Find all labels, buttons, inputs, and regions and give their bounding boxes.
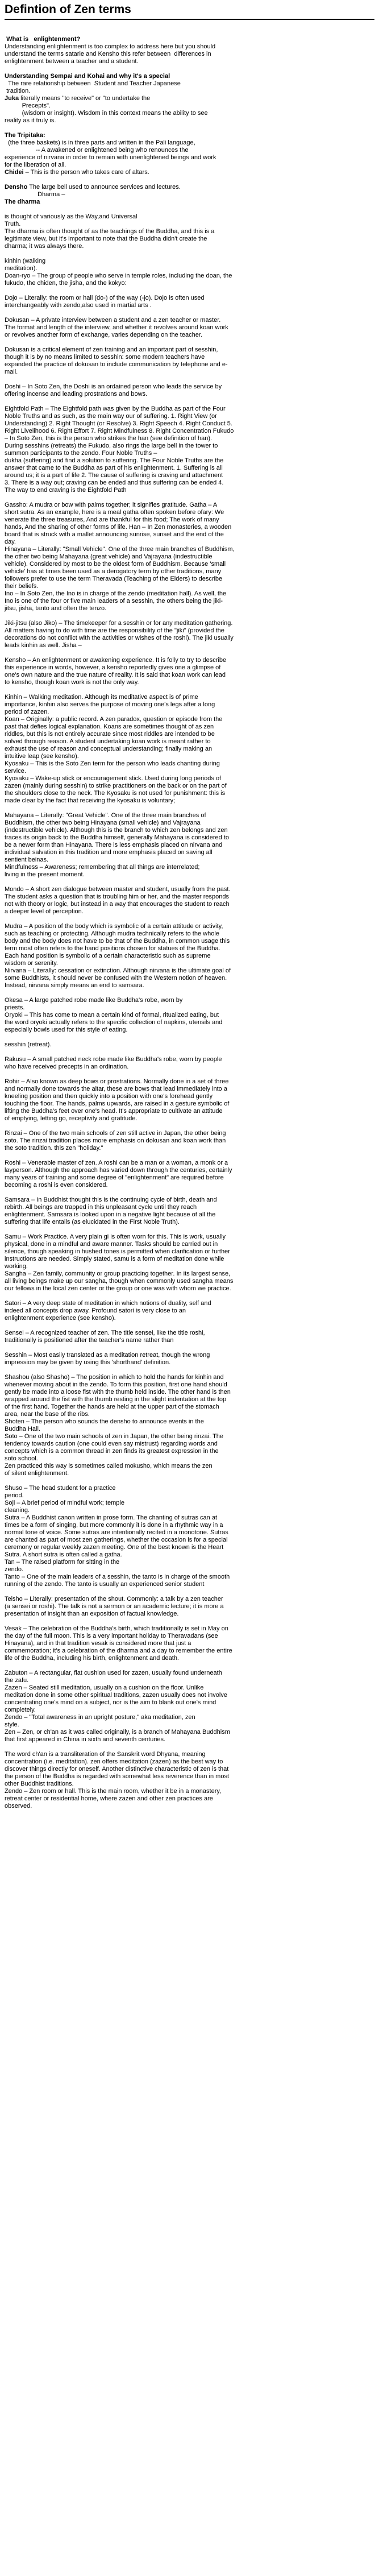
glossary-entry: kinhin (walking meditation). Doan-ryo – The group of people who serve in temple roles, including the doan, the fukudo, the chiden, the jisha, and the kokyo: xyxy=(5,258,232,287)
glossary-entry: Mondo – A short zen dialogue between master and student, usually from the past. The student asks a question that is troubling him or her, and the master responds not with theory or logic, but instead in a way that encourages the student to reach a deeper level of perception. xyxy=(5,886,231,915)
glossary-entry: Mudra – A position of the body which is symbolic of a certain attitude or activity, such as teaching or protecting. Although mudra technically refers to the whole body and the body does not have to be that of the Buddha, in common usage this term most often refers to the hand positions chosen for statues of the Buddha. Each hand position is symbolic of a certain characteristic such as supreme wisdom or serenity. Nirvana – Literally: cessation or extinction. Although nirvana is the ultimate goal of some Buddhists, it should never be confused with the Western notion of heaven. Instead, nirvana simply means an end to samsara. xyxy=(5,923,231,989)
section-sempai-kohai xyxy=(5,73,374,125)
term-definition: The large bell used to announce services and lectures. Dharma – xyxy=(29,184,181,198)
section-text: Understanding enlightenment is too complex to address here but you should understand the terms satarie and Kensho this refer between differences in enlightenment between a teacher and a student. xyxy=(5,43,216,65)
glossary-entry: Teisho – Literally: presentation of the shout. Commonly: a talk by a zen teacher (a sensei or roshi). The talk is not a sermon or an academic lecture; it is more a presentation of insight than an exposition of factual knowledge. xyxy=(5,1596,224,1617)
glossary-entry: Vesak – The celebration of the Buddha's birth, which traditionally is set in May on the day of the full moon. This is a very important holiday to Theravadans (see Hinayana), and in that tradition vesak is considered more that just a commemoration; it's a celebration of the dharma and a day to remember the entire life of the Buddha, including his birth, enlightenment and death. xyxy=(5,1625,232,1662)
glossary-entry: Eightfold Path – The Eightfold path was given by the Buddha as part of the Four Noble Truths and as such, as the main way our of suffering. 1. Right View (or Understanding) 2. Right Thought (or Resolve) 3. Right Speech 4. Right Conduct 5. Right Livelihood 6. Right Effort 7. Right Mindfulness 8. Right Concentration Fukudo – In Soto Zen, this is the person who strikes the han (see definition of han). During sesshins (retreats) the Fukudo, also rings the large bell in the tower to summon participants to the zendo. Four Noble Truths – dukha (suffering) and find a solution to suffering. The Four Noble Truths are the answer that came to the Buddha as part of his enlightenment. 1. Suffering is all around us; it is a part of life 2. The cause of suffering is craving and attachment 3. There is a way out; craving can be ended and thus suffering can be ended 4. The way to end craving is the Eightfold Path xyxy=(5,405,234,494)
title-divider xyxy=(5,19,374,20)
glossary-entry: Rakusu – A small patched neck robe made like Buddha's robe, worn by people who have received precepts in an ordination. xyxy=(5,1056,222,1070)
glossary-entry: Roshi – Venerable master of zen. A roshi can be a man or a woman, a monk or a layperson. Although the approach has varied down through the centuries, certainly many years of training and some degree of "enlightenment" are required before becoming a roshi is even considered. xyxy=(5,1159,232,1188)
glossary-entry: Sensei – A recognized teacher of zen. The title sensei, like the title roshi, traditionally is positioned after the teacher's name rather than xyxy=(5,1330,205,1344)
glossary-entry: Zabuton – A rectangular, flat cushion used for zazen, usually found underneath the zafu. Zazen – Seated still meditation, usually on a cushion on the floor. Unlike meditation done in some other spiritual traditions, zazen usually does not involve concentrating one's mind on a subject, nor is the aim to blank out one's mind completely. Zendo – "Total awareness in an upright posture," aka meditation, zen style. Zen – Zen, or ch'an as it was called originally, is a branch of Mahayana Buddhism that first appeared in China in sixth and seventh centuries. xyxy=(5,1670,230,1743)
glossary-entry: Samu – Work Practice. A very plain gi is often worn for this. This is work, usually physical, done in a mindful and aware manner. Tasks should be carried out in silence, though speaking in hushed tones is permitted when clarification or further instructions are needed. Simply stated, samu is a form of meditation done while working. Sangha – Zen family, community or group practicing together. In its largest sense, all living beings make up our sangha, though when commonly used sangha means our fellows in the local zen center or the group or one was with whom we practice. xyxy=(5,1233,234,1292)
section-text: (the three baskets) is in three parts and written in the Pali language, -- A awakened or enlightened being who renounces the experience of nirvana in order to remain with unenlightened beings and work for the liberation of all. xyxy=(5,139,216,168)
section-dharma xyxy=(5,184,374,250)
glossary-entry: Samsara – In Buddhist thought this is the continuing cycle of birth, death and rebirth. All beings are trapped in this unpleasant cycle until they reach enlightenment. Samsara is looked upon in a negative light because of all the suffering that life entails (as elucidated in the First Noble Truth). xyxy=(5,1196,217,1225)
glossary-entry: Dokusan – A private interview between a student and a zen teacher or master. The format and length of the interview, and whether it revolves around koan work or revolves another form of exchange, varies depending on the teacher. xyxy=(5,317,228,338)
glossary-entry: Rohir – Also known as deep bows or prostrations. Normally done in a set of three and normally done towards the altar, these are bows that lead immediately into a kneeling position and then quickly into a position with one's forehead gently touching the floor. The hands, palms upwards, are raised in a gesture symbolic of lifting the Buddha's feet over one's head. It's appropriate to cultivate an attitude of emptying, letting go, receptivity and gratitude. xyxy=(5,1078,230,1122)
glossary-entry: sesshin (retreat). xyxy=(5,1041,52,1048)
glossary-entry: Kinhin – Walking meditation. Although its meditative aspect is of prime importance, kinhin also serves the purpose of moving one's legs after a long period of zazen. Koan – Originally: a public record. A zen paradox, question or episode from the past that defies logical explanation. Koans are sometimes thought of as zen riddles, but this is not entirely accurate since most riddles are intended to be solved through reason. A student undertaking koan work is meant rather to exhaust the use of reason and conceptual understanding; finally making an intuitive leap (see kensho). Kyosaku – This is the Soto Zen term for the person who leads chanting during service. Kyosaku – Wake-up stick or encouragement stick. Used during long periods of zazen (mainly during sesshin) to strike practitioners on the back or on the part of the shoulders close to the neck. The Kyosaku is not used for punishment: this is made clear by the fact that receiving the kyosaku is voluntary; xyxy=(5,694,227,804)
glossary-entry: Doshi – In Soto Zen, the Doshi is an ordained person who leads the service by offering incense and leading prostrations and bows. xyxy=(5,383,222,397)
section-enlightenment xyxy=(5,36,374,65)
glossary-entry: Dokusan is a critical element of zen training and an important part of sesshin, though it is by no means limited to sesshin: some modern teachers have expanded the practice of dokusan to include communication by telephone and e- mail. xyxy=(5,346,228,375)
closing-text: The word ch'an is a transliteration of the Sanskrit word Dhyana, meaning concentration (i.e. meditation). zen offers meditation (zazen) as the best way to discover things directly for oneself. Another distinctive characteristic of zen is that the person of the Buddha is regarded with somewhat less reverence than in most other Buddhist traditions. Zendo – Zen room or hall. This is the main room, whether it be in a monastery, retreat center or residential home, where zazen and other zen practices are observed. xyxy=(5,1751,230,1809)
term-definition: literally means "to receive" or "to undertake the Precepts". (wisdom or insight). Wisdom in this context means the ability to see reality as it truly is. xyxy=(5,95,208,124)
glossary xyxy=(5,258,374,1751)
term-label: Chidei xyxy=(5,169,24,176)
section-text: The rare relationship between Student and Teacher Japanese tradition. xyxy=(6,80,181,94)
section-heading: What is enlightenment? xyxy=(5,36,81,43)
glossary-entry: Kensho – An enlightenment or awakening experience. It is folly to try to describe this experience in words, however, a kensho reportedly gives one a glimpse of one's own nature and the true nature of reality. It is said that koan work can lead to kensho, though koan work is not the only way. xyxy=(5,657,227,686)
section-heading: The dharma xyxy=(5,198,40,205)
section-tripitaka xyxy=(5,132,374,176)
section-text: is thought of variously as the Way,and Universal Truth. The dharma is often thought of as the teachings of the Buddha, and this is a legitimate view, but it's important to note that the Buddha didn't create the dharma; it was always there. xyxy=(5,213,215,250)
glossary-entry: Gassho: A mudra or bow with palms together; it signifies gratitude. Gatha – A short sutra. As an example, here is a meal gatha often spoken before ofary: We venerate the three treasures, And are thankful for this food; The work of many hands, And the sharing of other forms of life. Han – In Zen monasteries, a wooden board that is struck with a mallet announcing sunrise, sunset and the end of the day. Hinayana – Literally: "Small Vehicle". One of the three main branches of Buddhism, the other two being Mahayana (great vehicle) and Vajrayana (indestructible vehicle). Considered by most to be the oldest form of Buddhism. Because 'small vehicle' has at times been used as a derogatory term by other traditions, many followers prefer to use the term Theravada (Teaching of the Elders) to describe their beliefs. Ino – In Soto Zen, the Ino is in charge of the zendo (meditation hall). As well, the Ino is one of the four or five main leaders of a sesshin, the others being the jiki- jitsu, jisha, tanto and often the tenzo. xyxy=(5,502,235,612)
page-title: Defintion of Zen terms xyxy=(5,3,131,16)
glossary-entry: Mahayana – Literally: "Great Vehicle". One of the three main branches of Buddhism, the other two being Hinayana (small vehicle) and Vajrayana (indestructible vehicle). Although this is the branch to which zen belongs and zen traces its origin back to the Buddha himself, generally Mahayana is considered to be a newer form than Hinayana. There is less emphasis placed on nirvana and individual salvation in this tradition and more emphasis placed on saving all sentient beinas. Mindfulness – Awareness; remembering that all things are interrelated; living in the present moment. xyxy=(5,812,229,878)
section-heading: Understanding Sempai and Kohai and why it's a special xyxy=(5,73,170,80)
glossary-entry: Dojo – Literally: the room or hall (do-) of the way (-jo). Dojo is often used interchangeably with zendo,also used in martial arts . xyxy=(5,295,205,309)
term-label: Juka xyxy=(5,95,19,102)
section-heading: The Tripitaka: xyxy=(5,132,45,139)
glossary-entry: Satori – A very deep state of meditation in which notions of duality, self and indeed all concepts drop away. Profound satori is very close to an enlightenment experience (see kensho). xyxy=(5,1300,211,1322)
glossary-entry: Sesshin – Most easily translated as a meditation retreat, though the wrong impression may be given by using this 'shorthand' definition. xyxy=(5,1352,210,1366)
term-definition: – This is the person who takes care of altars. xyxy=(23,169,149,176)
term-label: Densho xyxy=(5,184,28,190)
glossary-entry: Okesa – A large patched robe made like Buddha's robe, worn by priests. Oryoki – This has come to mean a certain kind of formal, ritualized eating, but the word oryoki actually refers to the specific collection of napkins, utensils and especially bowls used for this style of eating. xyxy=(5,997,223,1033)
glossary-entry: Jiki-jitsu (also Jiko) – The timekeeper for a sesshin or for any meditation gathering. All matters having to do with time are the responsibility of the "jiki" (provided the decorations do not conflict with the activities or wishes of the roshi). The jiki usually leads kinhin as well. Jisha – xyxy=(5,620,234,649)
glossary-entry: Rinzai – One of the two main schools of zen still active in Japan, the other being soto. The rinzai tradition places more emphasis on dokusan and koan work than the soto tradition. this zen "holiday." xyxy=(5,1130,226,1152)
glossary-entry: Shuso – The head student for a practice period. Soji – A brief period of mindful work; temple cleaning. Sutra – A Buddhist canon written in prose form. The chanting of sutras can at times be a form of singing, but more commonly it is done in a rhythmic way in a normal tone of voice. Some sutras are intentionally recited in a monotone. Sutras are chanted as part of most zen gatherings, whether the occasion is for a special ceremony or regular weekly zazen meeting. One of the best known is the Heart Sutra. A short sutra is often called a gatha. Tan – The raised platform for sitting in the zendo. Tanto – One of the main leaders of a sesshin, the tanto is in charge of the smooth running of the zendo. The tanto is usually an experienced senior student xyxy=(5,1485,230,1588)
glossary-entry: Shashou (also Shasho) – The position in which to hold the hands for kinhin and whenever moving about in the zendo. To form this position, first one hand should gently be made into a loose fist with the thumb held inside. The other hand is then wrapped around the fist with the thumb resting in the slight indentation at the top of the first hand. Together the hands are held at the upper part of the stomach area, near the base of the ribs. Shoten – The person who sounds the densho to announce events in the Buddha Hall. Soto – One of the two main schools of zen in Japan, the other being rinzai. The tendency towards caution (one could even say mistrust) regarding words and concepts which is a common thread in zen finds its greatest expression in the soto school. Zen practiced this way is sometimes called mokusho, which means the zen of silent enlightenment. xyxy=(5,1374,231,1477)
